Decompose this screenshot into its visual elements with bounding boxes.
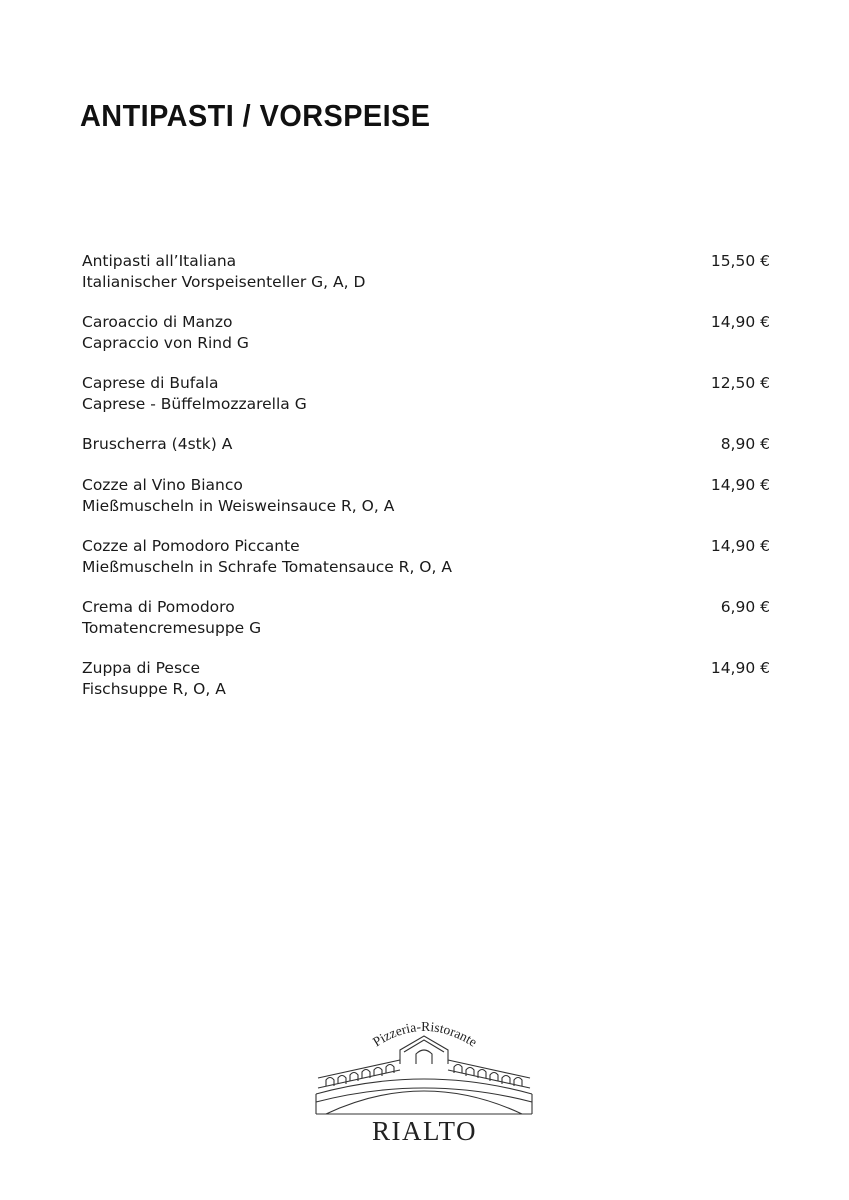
item-description: Fischsuppe R, O, A: [82, 680, 226, 698]
item-name: Caprese di Bufala: [82, 374, 219, 392]
menu-item: [82, 475, 770, 536]
item-price: 14,90 €: [710, 476, 770, 494]
item-description: Mießmuscheln in Schrafe Tomatensauce R, O, A: [82, 558, 452, 576]
item-description: Italianischer Vorspeisenteller G, A, D: [82, 273, 366, 291]
item-name: Caroaccio di Manzo: [82, 313, 233, 331]
item-name: Cozze al Pomodoro Piccante: [82, 537, 300, 555]
menu-item: [82, 373, 770, 434]
menu-item: [82, 536, 770, 597]
page-title: ANTIPASTI / VORSPEISE: [80, 98, 431, 133]
item-name: Antipasti all’Italiana: [82, 252, 237, 270]
item-price: 14,90 €: [710, 659, 770, 677]
menu-item: [82, 251, 770, 312]
item-price: 14,90 €: [710, 313, 770, 331]
item-description: Capraccio von Rind G: [82, 334, 249, 352]
item-description: Tomatencremesuppe G: [82, 619, 262, 637]
logo-tagline: [370, 1019, 480, 1050]
item-price: 6,90 €: [720, 598, 770, 616]
item-name: Crema di Pomodoro: [82, 598, 235, 616]
restaurant-logo: [312, 1008, 537, 1158]
menu-item: [82, 597, 770, 658]
item-description: Mießmuscheln in Weisweinsauce R, O, A: [82, 497, 395, 515]
logo-tagline-path: Pizzeria-Ristorante: [370, 1018, 480, 1050]
item-price: 12,50 €: [710, 374, 770, 392]
logo-name: RIALTO: [371, 1116, 478, 1146]
item-name: Cozze al Vino Bianco: [82, 476, 243, 494]
rialto-bridge-icon: [312, 1008, 537, 1158]
menu-item: [82, 312, 770, 373]
item-price: 14,90 €: [710, 537, 770, 555]
item-name: Zuppa di Pesce: [82, 659, 201, 677]
item-price: 8,90 €: [720, 435, 770, 453]
menu-item: [82, 658, 770, 719]
item-description: Caprese - Büffelmozzarella G: [82, 395, 307, 413]
item-name: Bruscherra (4stk) A: [82, 435, 233, 453]
menu-list: [82, 251, 770, 719]
menu-item: [82, 434, 770, 475]
item-price: 15,50 €: [710, 252, 770, 270]
